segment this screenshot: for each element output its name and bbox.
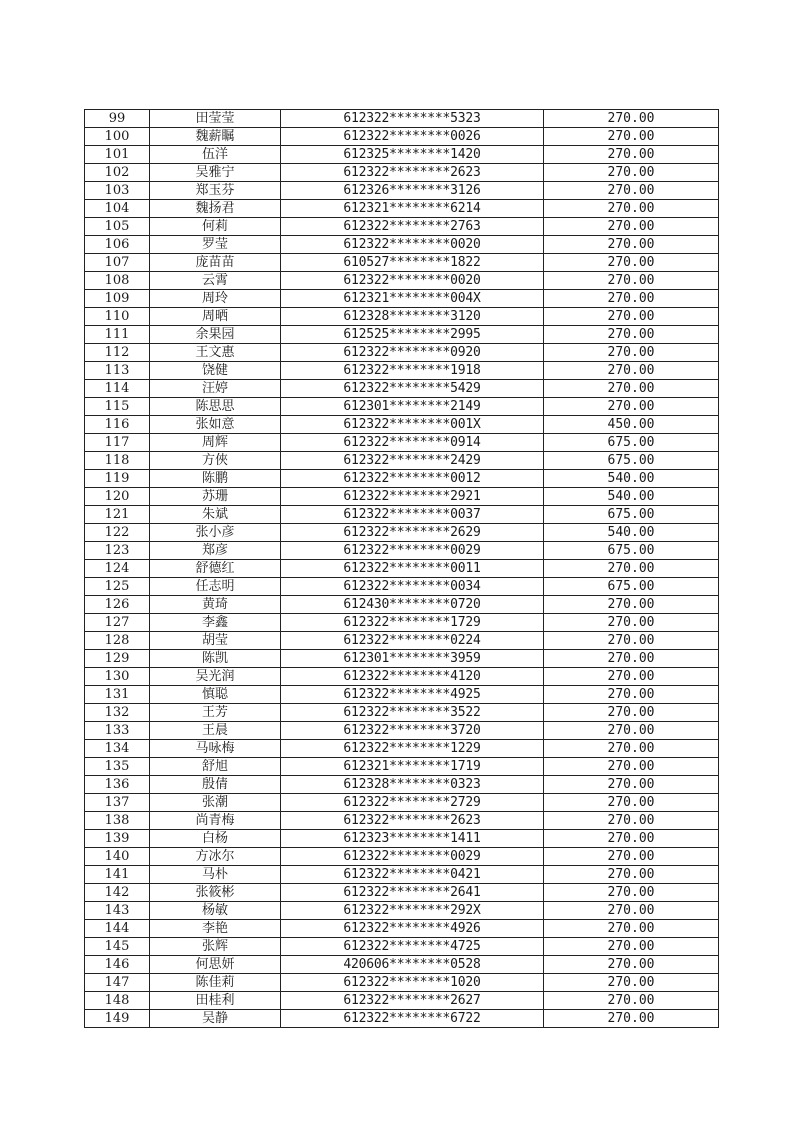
name-cell: 何思妍 xyxy=(150,956,281,974)
name-cell: 饶健 xyxy=(150,362,281,380)
row-number-cell: 113 xyxy=(85,362,150,380)
row-number-cell: 112 xyxy=(85,344,150,362)
table-row xyxy=(85,848,719,866)
id-number-cell: 612322********2623 xyxy=(281,812,544,830)
table-row xyxy=(85,686,719,704)
name-cell: 周辉 xyxy=(150,434,281,452)
id-number-cell: 612322********0026 xyxy=(281,128,544,146)
amount-cell: 270.00 xyxy=(544,884,719,902)
id-number-cell: 612322********4925 xyxy=(281,686,544,704)
row-number-cell: 108 xyxy=(85,272,150,290)
row-number-cell: 105 xyxy=(85,218,150,236)
amount-cell: 675.00 xyxy=(544,506,719,524)
row-number-cell: 122 xyxy=(85,524,150,542)
row-number-cell: 125 xyxy=(85,578,150,596)
id-number-cell: 612328********3120 xyxy=(281,308,544,326)
table-row xyxy=(85,938,719,956)
amount-cell: 270.00 xyxy=(544,830,719,848)
id-number-cell: 612322********0037 xyxy=(281,506,544,524)
row-number-cell: 103 xyxy=(85,182,150,200)
row-number-cell: 147 xyxy=(85,974,150,992)
row-number-cell: 116 xyxy=(85,416,150,434)
name-cell: 王晨 xyxy=(150,722,281,740)
amount-cell: 270.00 xyxy=(544,326,719,344)
table-row xyxy=(85,380,719,398)
table-row xyxy=(85,614,719,632)
name-cell: 郑彦 xyxy=(150,542,281,560)
table-row xyxy=(85,110,719,128)
id-number-cell: 612322********001X xyxy=(281,416,544,434)
id-number-cell: 612322********3522 xyxy=(281,704,544,722)
id-number-cell: 612322********1020 xyxy=(281,974,544,992)
row-number-cell: 101 xyxy=(85,146,150,164)
table-row xyxy=(85,344,719,362)
name-cell: 魏扬君 xyxy=(150,200,281,218)
row-number-cell: 131 xyxy=(85,686,150,704)
table-row xyxy=(85,218,719,236)
name-cell: 余果园 xyxy=(150,326,281,344)
amount-cell: 270.00 xyxy=(544,902,719,920)
id-number-cell: 612325********1420 xyxy=(281,146,544,164)
amount-cell: 270.00 xyxy=(544,866,719,884)
table-row xyxy=(85,740,719,758)
amount-cell: 270.00 xyxy=(544,794,719,812)
amount-cell: 270.00 xyxy=(544,956,719,974)
row-number-cell: 140 xyxy=(85,848,150,866)
amount-cell: 270.00 xyxy=(544,812,719,830)
amount-cell: 270.00 xyxy=(544,758,719,776)
name-cell: 庞苗苗 xyxy=(150,254,281,272)
table-row xyxy=(85,812,719,830)
row-number-cell: 119 xyxy=(85,470,150,488)
id-number-cell: 612322********4120 xyxy=(281,668,544,686)
amount-cell: 270.00 xyxy=(544,704,719,722)
table-row xyxy=(85,866,719,884)
name-cell: 白杨 xyxy=(150,830,281,848)
amount-cell: 270.00 xyxy=(544,110,719,128)
id-number-cell: 612322********2623 xyxy=(281,164,544,182)
id-number-cell: 612322********292X xyxy=(281,902,544,920)
row-number-cell: 100 xyxy=(85,128,150,146)
row-number-cell: 110 xyxy=(85,308,150,326)
table-row xyxy=(85,290,719,308)
id-number-cell: 612322********2763 xyxy=(281,218,544,236)
row-number-cell: 142 xyxy=(85,884,150,902)
name-cell: 陈佳莉 xyxy=(150,974,281,992)
name-cell: 周玲 xyxy=(150,290,281,308)
amount-cell: 270.00 xyxy=(544,740,719,758)
name-cell: 吴雅宁 xyxy=(150,164,281,182)
table-row xyxy=(85,560,719,578)
row-number-cell: 99 xyxy=(85,110,150,128)
amount-cell: 270.00 xyxy=(544,722,719,740)
id-number-cell: 612322********2641 xyxy=(281,884,544,902)
amount-cell: 270.00 xyxy=(544,290,719,308)
id-number-cell: 612322********0920 xyxy=(281,344,544,362)
name-cell: 李鑫 xyxy=(150,614,281,632)
name-cell: 吴光润 xyxy=(150,668,281,686)
amount-cell: 675.00 xyxy=(544,578,719,596)
row-number-cell: 107 xyxy=(85,254,150,272)
amount-cell: 270.00 xyxy=(544,218,719,236)
table-row xyxy=(85,254,719,272)
row-number-cell: 141 xyxy=(85,866,150,884)
name-cell: 任志明 xyxy=(150,578,281,596)
id-number-cell: 612322********0914 xyxy=(281,434,544,452)
row-number-cell: 145 xyxy=(85,938,150,956)
amount-cell: 270.00 xyxy=(544,182,719,200)
id-number-cell: 612322********4926 xyxy=(281,920,544,938)
row-number-cell: 126 xyxy=(85,596,150,614)
amount-cell: 270.00 xyxy=(544,974,719,992)
id-number-cell: 612321********004X xyxy=(281,290,544,308)
amount-cell: 675.00 xyxy=(544,434,719,452)
row-number-cell: 130 xyxy=(85,668,150,686)
amount-cell: 270.00 xyxy=(544,398,719,416)
table-row xyxy=(85,164,719,182)
table-row xyxy=(85,308,719,326)
amount-cell: 270.00 xyxy=(544,362,719,380)
roster-table xyxy=(84,109,719,1028)
id-number-cell: 612323********1411 xyxy=(281,830,544,848)
table-row xyxy=(85,542,719,560)
id-number-cell: 612322********4725 xyxy=(281,938,544,956)
row-number-cell: 149 xyxy=(85,1010,150,1028)
table-row xyxy=(85,236,719,254)
name-cell: 尚青梅 xyxy=(150,812,281,830)
table-row xyxy=(85,272,719,290)
name-cell: 胡莹 xyxy=(150,632,281,650)
table-row xyxy=(85,884,719,902)
id-number-cell: 612322********2429 xyxy=(281,452,544,470)
table-row xyxy=(85,902,719,920)
table-row xyxy=(85,452,719,470)
row-number-cell: 146 xyxy=(85,956,150,974)
table-row xyxy=(85,1010,719,1028)
id-number-cell: 612326********3126 xyxy=(281,182,544,200)
name-cell: 云霄 xyxy=(150,272,281,290)
id-number-cell: 612301********2149 xyxy=(281,398,544,416)
row-number-cell: 123 xyxy=(85,542,150,560)
table-row xyxy=(85,362,719,380)
name-cell: 慎聪 xyxy=(150,686,281,704)
row-number-cell: 106 xyxy=(85,236,150,254)
table-row xyxy=(85,524,719,542)
id-number-cell: 612322********5323 xyxy=(281,110,544,128)
amount-cell: 675.00 xyxy=(544,452,719,470)
row-number-cell: 144 xyxy=(85,920,150,938)
amount-cell: 270.00 xyxy=(544,848,719,866)
name-cell: 张如意 xyxy=(150,416,281,434)
table-row xyxy=(85,776,719,794)
amount-cell: 270.00 xyxy=(544,668,719,686)
amount-cell: 270.00 xyxy=(544,272,719,290)
id-number-cell: 420606********0528 xyxy=(281,956,544,974)
row-number-cell: 120 xyxy=(85,488,150,506)
name-cell: 王文惠 xyxy=(150,344,281,362)
name-cell: 陈鹏 xyxy=(150,470,281,488)
table-row xyxy=(85,974,719,992)
name-cell: 张辉 xyxy=(150,938,281,956)
name-cell: 舒旭 xyxy=(150,758,281,776)
row-number-cell: 137 xyxy=(85,794,150,812)
name-cell: 伍洋 xyxy=(150,146,281,164)
table-row xyxy=(85,956,719,974)
name-cell: 李艳 xyxy=(150,920,281,938)
row-number-cell: 117 xyxy=(85,434,150,452)
row-number-cell: 104 xyxy=(85,200,150,218)
table-row xyxy=(85,758,719,776)
name-cell: 朱斌 xyxy=(150,506,281,524)
amount-cell: 270.00 xyxy=(544,254,719,272)
amount-cell: 270.00 xyxy=(544,380,719,398)
amount-cell: 270.00 xyxy=(544,308,719,326)
table-row xyxy=(85,434,719,452)
name-cell: 殷倩 xyxy=(150,776,281,794)
id-number-cell: 612430********0720 xyxy=(281,596,544,614)
row-number-cell: 127 xyxy=(85,614,150,632)
table-row xyxy=(85,650,719,668)
id-number-cell: 612322********1729 xyxy=(281,614,544,632)
id-number-cell: 612322********0011 xyxy=(281,560,544,578)
table-row xyxy=(85,506,719,524)
id-number-cell: 612322********2627 xyxy=(281,992,544,1010)
row-number-cell: 143 xyxy=(85,902,150,920)
id-number-cell: 612322********0029 xyxy=(281,542,544,560)
row-number-cell: 115 xyxy=(85,398,150,416)
id-number-cell: 612322********2629 xyxy=(281,524,544,542)
table-row xyxy=(85,488,719,506)
table-row xyxy=(85,398,719,416)
amount-cell: 450.00 xyxy=(544,416,719,434)
name-cell: 王芳 xyxy=(150,704,281,722)
amount-cell: 270.00 xyxy=(544,920,719,938)
table-row xyxy=(85,200,719,218)
name-cell: 舒德红 xyxy=(150,560,281,578)
row-number-cell: 111 xyxy=(85,326,150,344)
id-number-cell: 612322********0020 xyxy=(281,236,544,254)
id-number-cell: 612525********2995 xyxy=(281,326,544,344)
name-cell: 张潮 xyxy=(150,794,281,812)
id-number-cell: 612322********0029 xyxy=(281,848,544,866)
row-number-cell: 138 xyxy=(85,812,150,830)
amount-cell: 270.00 xyxy=(544,596,719,614)
name-cell: 何莉 xyxy=(150,218,281,236)
id-number-cell: 612322********2729 xyxy=(281,794,544,812)
name-cell: 杨敏 xyxy=(150,902,281,920)
row-number-cell: 135 xyxy=(85,758,150,776)
id-number-cell: 612322********0421 xyxy=(281,866,544,884)
amount-cell: 270.00 xyxy=(544,632,719,650)
id-number-cell: 612322********6722 xyxy=(281,1010,544,1028)
roster-table-body xyxy=(85,110,719,1028)
name-cell: 苏珊 xyxy=(150,488,281,506)
amount-cell: 270.00 xyxy=(544,164,719,182)
id-number-cell: 612322********5429 xyxy=(281,380,544,398)
table-row xyxy=(85,128,719,146)
row-number-cell: 128 xyxy=(85,632,150,650)
amount-cell: 270.00 xyxy=(544,1010,719,1028)
row-number-cell: 121 xyxy=(85,506,150,524)
row-number-cell: 132 xyxy=(85,704,150,722)
row-number-cell: 109 xyxy=(85,290,150,308)
table-row xyxy=(85,992,719,1010)
table-row xyxy=(85,920,719,938)
name-cell: 吴静 xyxy=(150,1010,281,1028)
table-row xyxy=(85,668,719,686)
amount-cell: 270.00 xyxy=(544,614,719,632)
id-number-cell: 612322********0224 xyxy=(281,632,544,650)
row-number-cell: 102 xyxy=(85,164,150,182)
name-cell: 方冰尔 xyxy=(150,848,281,866)
amount-cell: 270.00 xyxy=(544,992,719,1010)
name-cell: 郑玉芬 xyxy=(150,182,281,200)
amount-cell: 270.00 xyxy=(544,560,719,578)
name-cell: 汪婷 xyxy=(150,380,281,398)
row-number-cell: 133 xyxy=(85,722,150,740)
table-row xyxy=(85,182,719,200)
row-number-cell: 139 xyxy=(85,830,150,848)
name-cell: 黄琦 xyxy=(150,596,281,614)
name-cell: 田桂利 xyxy=(150,992,281,1010)
name-cell: 陈思思 xyxy=(150,398,281,416)
name-cell: 罗莹 xyxy=(150,236,281,254)
name-cell: 周晒 xyxy=(150,308,281,326)
name-cell: 马朴 xyxy=(150,866,281,884)
row-number-cell: 118 xyxy=(85,452,150,470)
amount-cell: 270.00 xyxy=(544,776,719,794)
id-number-cell: 612322********0012 xyxy=(281,470,544,488)
table-row xyxy=(85,632,719,650)
row-number-cell: 134 xyxy=(85,740,150,758)
table-row xyxy=(85,578,719,596)
table-row xyxy=(85,146,719,164)
amount-cell: 540.00 xyxy=(544,488,719,506)
name-cell: 陈凯 xyxy=(150,650,281,668)
table-row xyxy=(85,722,719,740)
table-row xyxy=(85,794,719,812)
table-row xyxy=(85,326,719,344)
id-number-cell: 612322********1918 xyxy=(281,362,544,380)
name-cell: 田莹莹 xyxy=(150,110,281,128)
amount-cell: 270.00 xyxy=(544,128,719,146)
amount-cell: 270.00 xyxy=(544,650,719,668)
name-cell: 马咏梅 xyxy=(150,740,281,758)
id-number-cell: 612301********3959 xyxy=(281,650,544,668)
table-row xyxy=(85,704,719,722)
name-cell: 张筱彬 xyxy=(150,884,281,902)
table-row xyxy=(85,416,719,434)
row-number-cell: 124 xyxy=(85,560,150,578)
id-number-cell: 610527********1822 xyxy=(281,254,544,272)
id-number-cell: 612321********6214 xyxy=(281,200,544,218)
id-number-cell: 612321********1719 xyxy=(281,758,544,776)
amount-cell: 270.00 xyxy=(544,344,719,362)
amount-cell: 675.00 xyxy=(544,542,719,560)
amount-cell: 540.00 xyxy=(544,524,719,542)
amount-cell: 270.00 xyxy=(544,200,719,218)
id-number-cell: 612322********0020 xyxy=(281,272,544,290)
amount-cell: 270.00 xyxy=(544,146,719,164)
id-number-cell: 612328********0323 xyxy=(281,776,544,794)
id-number-cell: 612322********2921 xyxy=(281,488,544,506)
table-row xyxy=(85,830,719,848)
amount-cell: 270.00 xyxy=(544,236,719,254)
id-number-cell: 612322********1229 xyxy=(281,740,544,758)
row-number-cell: 136 xyxy=(85,776,150,794)
name-cell: 方俠 xyxy=(150,452,281,470)
id-number-cell: 612322********3720 xyxy=(281,722,544,740)
name-cell: 张小彦 xyxy=(150,524,281,542)
amount-cell: 540.00 xyxy=(544,470,719,488)
amount-cell: 270.00 xyxy=(544,686,719,704)
table-row xyxy=(85,470,719,488)
id-number-cell: 612322********0034 xyxy=(281,578,544,596)
row-number-cell: 114 xyxy=(85,380,150,398)
amount-cell: 270.00 xyxy=(544,938,719,956)
table-row xyxy=(85,596,719,614)
name-cell: 魏薪瞩 xyxy=(150,128,281,146)
row-number-cell: 129 xyxy=(85,650,150,668)
row-number-cell: 148 xyxy=(85,992,150,1010)
